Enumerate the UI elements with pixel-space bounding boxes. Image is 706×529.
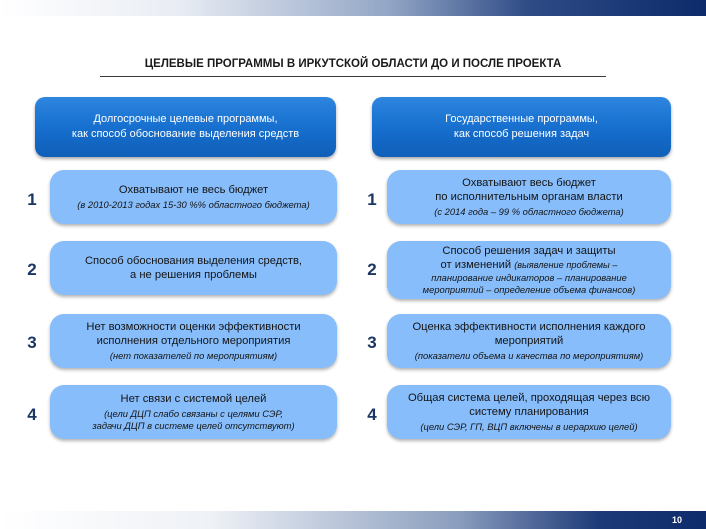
left-item-1: [50, 170, 337, 224]
slide-title: ЦЕЛЕВЫЕ ПРОГРАММЫ В ИРКУТСКОЙ ОБЛАСТИ ДО И ПОСЛЕ ПРОЕКТА: [144, 58, 562, 70]
left-item-number-2: 2: [27, 260, 37, 279]
right-item-3-main-line1: Оценка эффективности исполнения каждого: [412, 321, 646, 333]
left-header-line2: как способ обоснование выделения средств: [71, 128, 300, 140]
right-item-3-main-line2: мероприятий: [494, 335, 564, 347]
left-item-4-main: Нет связи с системой целей: [120, 393, 267, 405]
right-item-2-note-inline: (выявление проблемы –: [514, 260, 618, 270]
right-item-3: [387, 314, 671, 368]
right-item-1-note: (с 2014 года – 99 % областного бюджета): [434, 206, 624, 217]
left-item-number-3: 3: [27, 333, 37, 352]
right-column-header: [372, 97, 671, 157]
left-item-2-main-line1: Способ обоснования выделения средств,: [84, 255, 303, 267]
title-underline: [100, 76, 606, 77]
left-item-2-main-line2: а не решения проблемы: [130, 269, 257, 281]
page-number: 10: [672, 515, 683, 525]
right-item-4: [387, 385, 671, 439]
right-item-1: [387, 170, 671, 224]
bottom-decor-bar: [0, 511, 706, 529]
right-item-4-main-line2: систему планирования: [469, 406, 589, 418]
left-item-3-note: (нет показателей по мероприятиям): [109, 350, 278, 361]
left-item-1-note: (в 2010-2013 годах 15-30 %% областного бюджета): [77, 199, 310, 210]
top-decor-bar: [0, 0, 706, 16]
right-item-2-main-line2: от изменений: [440, 259, 512, 271]
right-item-4-note: (цели СЭР, ГП, ВЦП включены в иерархию целей): [420, 421, 638, 432]
right-item-number-2: 2: [367, 260, 377, 279]
left-item-3-main-line2: исполнения отдельного мероприятия: [96, 335, 291, 347]
right-item-2: [387, 241, 671, 299]
left-item-1-main: Охватывают не весь бюджет: [118, 184, 269, 196]
right-item-1-main-line2: по исполнительным органам власти: [435, 191, 623, 203]
right-header-line2: как способ решения задач: [453, 128, 590, 140]
left-header-line1: Долгосрочные целевые программы,: [93, 113, 278, 125]
left-item-number-1: 1: [27, 190, 37, 209]
left-item-4-note-line2: задачи ДЦП в системе целей отсутствуют): [92, 420, 295, 431]
right-item-3-note: (показатели объема и качества по мероприятиям): [414, 350, 644, 361]
right-item-number-4: 4: [367, 405, 377, 424]
right-item-2-note-line2: мероприятий – определение объема финансов): [422, 284, 636, 295]
right-item-2-main-line2-wrap: [441, 258, 618, 272]
left-item-number-4: 4: [27, 405, 37, 424]
right-item-4-main-line1: Общая система целей, проходящая через всю: [407, 392, 650, 404]
left-item-3-main-line1: Нет возможности оценки эффективности: [86, 321, 301, 333]
left-item-4-note-line1: (цели ДЦП слабо связаны с целями СЭР,: [104, 408, 283, 419]
right-item-2-note-line1: планирование индикаторов – планирование: [431, 272, 627, 283]
left-column-header: [35, 97, 336, 157]
right-item-1-main-line1: Охватывают весь бюджет: [462, 177, 596, 189]
right-item-2-main-line1: Способ решения задач и защиты: [442, 245, 616, 257]
right-item-number-3: 3: [367, 333, 377, 352]
left-item-2: [50, 241, 337, 295]
left-item-4: [50, 385, 337, 439]
left-item-3: [50, 314, 337, 368]
right-header-line1: Государственные программы,: [445, 113, 598, 125]
right-item-number-1: 1: [367, 190, 377, 209]
